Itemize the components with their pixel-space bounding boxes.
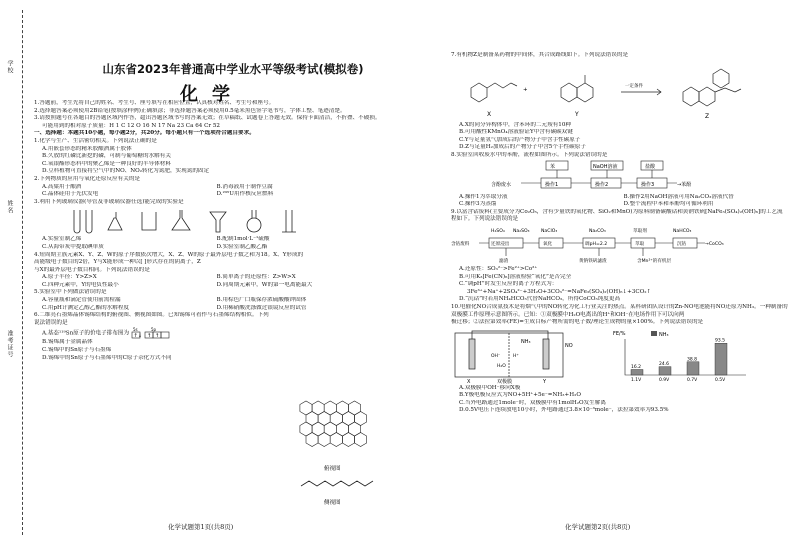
hexagon-cell [300, 401, 312, 415]
binding-strip [0, 0, 30, 545]
q8-stem: 8.实验室回收废水中的苯酚，流程如图所示。下列说法错误的是 [451, 151, 608, 158]
q6-option-d: D.锡烯中的Sn原子与石墨烯中的C原子杂化方式不同 [42, 354, 172, 361]
hexagon-cell [348, 401, 360, 415]
q3-option-b: B.配制1mol·L⁻¹硫酸 [216, 236, 270, 243]
test-tube-icon [74, 210, 80, 233]
cell-diagram [451, 327, 601, 385]
q9-option-c: C.“调pH”时发生反应的离子方程式为： [459, 281, 558, 288]
q7-stem: 7.有机物Z是制备某药物的中间体，其合成路线如下。下列说法错误的是 [451, 52, 629, 58]
box-adjust-ph: 调pH=2.2 [585, 241, 608, 247]
page-2 [397, 0, 794, 545]
q2-option-a: A.高粱用于酿酒 [42, 183, 82, 190]
box-extract: 萃取 [635, 241, 645, 247]
fe-bar-chart [611, 327, 761, 385]
q1-option-c: C.氧银酯形态科中的聚乙烯是一种良好的半导体材料 [42, 160, 171, 167]
hexagon-cell [306, 433, 318, 447]
no-inlet: NO [565, 342, 573, 349]
electrode-x: X [467, 378, 471, 385]
notice-2: 2.选择题答案必须使用2B铅笔(按填涂样例)正确填涂；非选择题答案必须使用0.5毫米黑色签字笔书写，字体工整、笔迹清楚。 [34, 107, 346, 114]
reagent-naoh: NaOH溶液 [593, 163, 618, 170]
fe-bar-value: 16.2 [631, 364, 642, 370]
binding-line [22, 10, 23, 535]
reagent-h2so4: H₂SO₄ [491, 228, 505, 234]
subject-title: 化学 [180, 84, 244, 105]
start-cobalt-waste: 含钴废料 [451, 241, 470, 247]
q4-stem: 4.短周期主族元素X、Y、Z、W的原子序数依次增大，X、Z、W的原子最外层电子数之和为18。X、Y形成的 [34, 251, 304, 258]
legend-swatch [651, 331, 657, 336]
chart-ylabel: FE/% [613, 330, 626, 337]
bottom-residue: 滤渣 [499, 258, 509, 264]
hexagon-cell [355, 412, 367, 426]
fe-bar-category: 1.1V [631, 377, 642, 383]
round-flask-icon [247, 218, 261, 232]
fe-bar [659, 366, 671, 374]
q9-option-a: A.还原性：SO₃²⁻>Fe²⁺>Co²⁺ [459, 265, 538, 272]
q5-stem: 5.实验室中下列做法错误的是 [34, 289, 107, 296]
q8-flow-svg [451, 160, 781, 194]
q6-stem: 6.二维亮石墨烯晶体锡烯结构的俯视图、侧视图如图。已知锡烯可看作与石墨烯结构相似。下列说法错误的是 [34, 312, 269, 326]
reagent-hcl: 盐酸 [645, 163, 656, 170]
q10-figure [451, 327, 788, 385]
q3-option-c: C.从海带灰中提取碘单质 [42, 243, 104, 250]
q7-option-b: B.可用酸性KMnO₄溶液验证Y中含有碳碳双键 [459, 129, 573, 136]
reagent-na2so3: Na₂SO₃ [513, 228, 530, 234]
benzene-ring-x [471, 83, 487, 102]
bipolar-membrane-label: 双极膜 [497, 378, 513, 385]
plus-sign: + [523, 86, 528, 93]
q4-option-a: A.原子半径：Y>Z>X [42, 274, 97, 281]
label-z: Z [705, 112, 710, 120]
binding-name: 姓名 [6, 200, 13, 214]
q7-option-a: A.X的同分异构体中，含苯环的二元羧有10种 [459, 121, 572, 128]
op-2: 操作2 [595, 181, 609, 188]
glassware-figure [34, 206, 391, 236]
fe-bar-category: 0.5V [715, 377, 726, 383]
q3-option-a: A.实验室制乙烯 [42, 236, 82, 243]
bottom-jarosite: 黄钠铁矾滤渣 [579, 258, 607, 264]
q4-stem-2: 高能级电子数目的2倍，Y与X能形成一种以[ ]形式存在的阴离子，Z [34, 259, 201, 266]
label-top-view: 俯视图 [324, 466, 341, 472]
label-y: Y [575, 110, 579, 118]
bottom-organic: 含Mn²⁺的有机层 [637, 258, 672, 264]
svg-text:↑: ↑ [154, 333, 160, 340]
q1-option-d: D.豆科植物可直接将空气中的NO、NO₂转化为氮肥，实现氮的固定 [42, 168, 210, 175]
q3-option-d: D.实验室制乙酸乙酯 [216, 243, 268, 250]
q10-stem: 10.电催化NO合成氨技术是将烟气中的NO转化为化工行业关注的热点。某科研团队设计的Zn-NO电池能将NO还原为NH₃。一种制备的双极膜工作原理示意图所示。已知：①双极膜中H₂O电离出的H⁺和OH⁻在电场作用下可以向两 [451, 303, 788, 318]
beaker-icon [142, 212, 156, 230]
q9-option-b: B.可用K₃[Fe(CN)₆]溶液检验“氧化”是否完全 [459, 273, 572, 280]
q3-stem: 3.利用下列玻璃仪器(导管及非玻璃仪器任选)能完成的实验是 [34, 198, 184, 205]
glassware-svg [34, 206, 334, 236]
funnel-icon [210, 212, 226, 232]
notice-1: 1.答题前，考生先将自己的姓名、考生号、座号填写在相应位置，认真核对姓名、考生号和座号。 [34, 100, 275, 106]
label-side-view: 侧视图 [324, 500, 341, 506]
q10-option-d: D.0.5V电压下连续放电10小时，外电路通过3.8×10⁻³mole⁻，法拉第效率为93.5% [459, 407, 669, 414]
fe-bar-value: 93.5 [715, 338, 726, 344]
start-wastewater: 含酚废水 [491, 181, 512, 188]
q10-option-b: B.Y极电极反应式为NO+5H⁺+5e⁻=NH₃+H₂O [459, 392, 581, 399]
label-x: X [487, 110, 492, 118]
hexagon-cell [300, 422, 312, 436]
end-coco3: →CoCO₃ [705, 241, 724, 247]
hexagon-cell [342, 433, 354, 447]
q8-option-a: A.操作1为萃取分液 [459, 193, 508, 200]
reaction-arrow-icon [621, 89, 661, 95]
q4-stem-3: 与X的最外层电子数目相同。下列说法错误的是 [34, 266, 150, 273]
orbital-diagram [131, 327, 175, 339]
fe-bar-value: 38.8 [687, 356, 698, 362]
q5-option-c: C.用pH计测定乙醇乙酯的水解程度 [42, 304, 130, 311]
q7-option-d: D.Z与足量H₂加成后的产物分子中含5个手性碳原子 [459, 144, 586, 151]
svg-text:↑: ↑ [146, 333, 152, 340]
conical-flask-icon [172, 210, 190, 230]
q6-option-c: C.锡烯中的Sn原子与石墨烯 [42, 347, 112, 354]
q6-option-b: B.锡烯属于金属晶体 [42, 339, 93, 346]
reaction-condition: 一定条件 [625, 83, 643, 89]
notice-3: 3.请按照题号在各题目的答题区域内作答，超出答题区域书写的答案无效；在草稿纸、试题卷上答题无效。保持卡面清洁，不折叠、不破损。 [34, 115, 381, 122]
oh-minus-label: OH⁻ [491, 353, 501, 359]
q1-stem: 1.化学与生产、生活密切相关。下列说法正确的是 [34, 137, 157, 144]
fe-bar [715, 343, 727, 375]
q9-flow-svg [451, 224, 791, 266]
q2-option-d: D.²³⁵U用作核反应燃料 [216, 191, 274, 198]
q9-option-c-equation: 3Fe³⁺+Na⁺+2SO₄²⁻+3H₂O+3CO₃²⁻=NaFe₃(SO₄)₂(OH)₆↓+3CO₂↑ [467, 288, 652, 295]
fe-bar-category: 0.9V [659, 377, 670, 383]
reagent-naclo3: NaClO₃ [541, 228, 558, 234]
q2-stem: 2.下列物质的应用与氧化还原反应有关的是 [34, 175, 141, 182]
hexagon-lattice [300, 401, 367, 447]
right-column [451, 52, 788, 415]
q8-flowchart [451, 160, 788, 194]
hexagon-cell [330, 412, 342, 426]
op-1: 操作1 [545, 181, 559, 188]
chart-legend: NH₃ [659, 331, 669, 338]
q7-option-c: C.Y与足量氢气加成后的产物分子中含手性碳原子 [459, 136, 581, 143]
water-label: H₂O [497, 363, 506, 369]
q1-option-a: A.用嵌套形态的精米胶酿酒属于胶体 [42, 145, 132, 152]
q9-option-d: D.“沉钴”时若用NH₄HCO₃代替NaHCO₃，所得CoCO₃纯度更高 [459, 296, 621, 303]
reagent-nahco3: NaHCO₃ [673, 228, 692, 234]
exam-title: 山东省2023年普通高中学业水平等级考试(模拟卷) [102, 62, 364, 76]
left-column [34, 100, 391, 362]
q5-option-d: D.用稀硝酸洗涤做过银镜反应的试管 [216, 304, 307, 311]
q4-option-b: B.简单离子的还原性：Z>W>X [216, 274, 296, 281]
benzene-ring-y [561, 83, 577, 102]
q2-option-c: C.晶体硅用于光伏发电 [42, 191, 99, 198]
page-1-footer: 化学试题第1页(共8页) [168, 523, 234, 531]
fe-bar-value: 24.6 [659, 361, 670, 367]
side-view-zigzag [301, 481, 373, 486]
reagent-benzene: 苯 [550, 163, 556, 170]
q9-stem: 9.以富含钴废料(主要成分为Co₂O₃，含有少量铁的氧化物、SiO₂和MnO)为原料制备碳酸钴和黄钠铁矾[NaFe₃(SO₄)₂(OH)₆]的工艺流程如下。下列说法错误的是 [451, 208, 783, 223]
h-plus-label: H⁺ [513, 353, 519, 359]
q2-option-b: B.消毒液用于制作豆腐 [216, 183, 273, 190]
atomic-masses: 可能用到的相对原子质量：H 1 C 12 O 16 N 17 Na 23 Ca 64 Cr 52 [42, 122, 220, 129]
orbital-5p-label: 5p [150, 327, 156, 333]
q7-synthesis-figure [451, 60, 788, 122]
box-precipitate: 沉钴 [677, 241, 687, 247]
stanene-figure [296, 400, 386, 510]
fe-bar-category: 0.7V [687, 377, 698, 383]
binding-examno: 准考证号 [6, 330, 13, 358]
q10-stem-2 [451, 319, 788, 327]
q4-option-c: C.四种元素中，Y的电负性最小 [42, 281, 119, 288]
orbital-5s-label: 5s [132, 327, 138, 333]
q10-stem-2-text: 极迁移；②法拉第效率(FE)=生成目标产物所需的电子数/理论生成物的量×100%。下列说法错误的是 [451, 319, 704, 326]
q5-option-a: A.容量瓶和滴定管使用前需检漏 [42, 297, 121, 304]
electrode-y: Y [543, 378, 547, 385]
hexagon-cell [355, 433, 367, 447]
q5-option-b: B.用棕色广口瓶保存浓硫酸酸钾固体 [216, 297, 307, 304]
graduated-cylinder-icon [282, 210, 296, 232]
section-1-heading: 一、选择题：本题共10小题，每小题2分，共20分。每小题只有一个选项符合题目要求。 [34, 130, 255, 137]
page-2-footer: 化学试题第2页(共8页) [565, 523, 631, 531]
reagent-na2co3: Na₂CO₃ [589, 228, 606, 234]
q8-option-c: C.操作3为蒸馏 [459, 201, 497, 208]
fe-bar [631, 369, 643, 375]
end-phenol: →苯酚 [677, 181, 692, 188]
fe-bar [687, 361, 699, 374]
alcohol-lamp-icon [108, 212, 122, 230]
benzene-ring-z [683, 87, 699, 106]
op-3: 操作3 [641, 181, 655, 188]
q6-option-a-text: A.基态¹¹⁹Sn原子的价电子排布图为 [42, 330, 130, 337]
hexagon-cell [348, 422, 360, 436]
reagent-extractant: 萃取剂 [633, 228, 647, 234]
box-oxidize: 氧化 [543, 241, 553, 247]
q10-option-c: C.当外电路通过1mole⁻时，双极膜中有1molH₂O发生解离 [459, 399, 606, 406]
box-reduce-leach: 还原浸出 [491, 241, 510, 247]
q9-flowchart [451, 224, 788, 266]
nh3-label: NH₃ [521, 338, 531, 345]
hexagon-cell [318, 433, 330, 447]
q8-option-b: B.操作2用NaOH溶液可用Na₂CO₃溶液代替 [623, 193, 734, 200]
binding-school: 学校 [6, 60, 13, 74]
q8-option-d: D.整个流程中苯和苯酚均可循环利用 [623, 201, 714, 208]
q1-option-b: B.久放的红磷比新挖的磷，可制与葡萄糖的水解有关 [42, 153, 171, 160]
q4-option-d: D.同周期元素中，W的第一电离能最大 [216, 281, 313, 288]
q6-option-a [34, 327, 272, 339]
test-tube-icon [86, 210, 92, 233]
synthesis-svg [451, 60, 781, 122]
q10-option-a: A.双极膜中OH⁻移向X极 [459, 384, 521, 391]
hexagon-cell [330, 433, 342, 447]
svg-text:↑↓: ↑↓ [133, 333, 142, 340]
